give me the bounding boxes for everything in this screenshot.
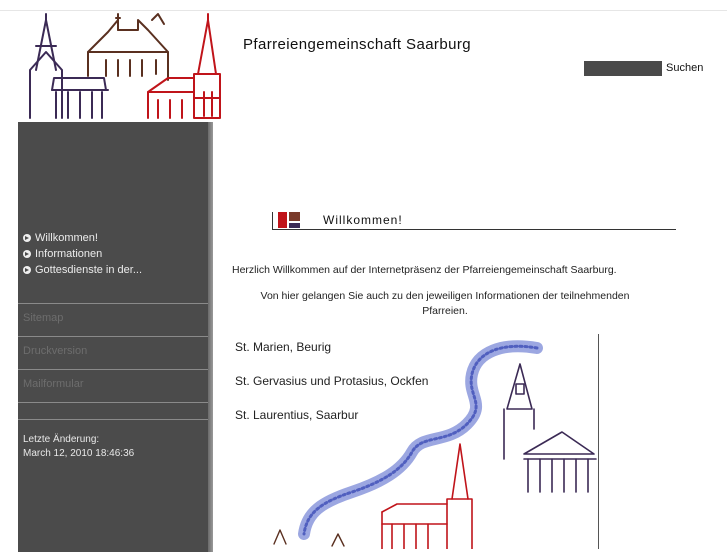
river-map-icon[interactable]	[232, 334, 612, 549]
map-divider	[598, 334, 599, 549]
search-input[interactable]	[584, 61, 662, 76]
sidebar-item-label: Informationen	[35, 248, 103, 260]
top-divider	[0, 10, 727, 11]
sidebar-divider	[18, 336, 208, 337]
parish-link-ockfen[interactable]: St. Gervasius und Protasius, Ockfen	[235, 374, 429, 388]
page-title: Willkommen!	[323, 213, 403, 227]
parish-link-saarburg[interactable]: St. Laurentius, Saarbur	[235, 408, 359, 422]
bullet-arrow-icon	[23, 234, 31, 242]
bullet-arrow-icon	[23, 266, 31, 274]
sidebar-item-gottesdienste[interactable]	[23, 264, 142, 276]
sidebar-divider	[18, 419, 208, 420]
site-title: Pfarreiengemeinschaft Saarburg	[243, 36, 471, 53]
church-logo-icon[interactable]	[18, 12, 230, 122]
sidebar-item-willkommen[interactable]	[23, 232, 98, 244]
last-change-date: March 12, 2010 18:46:36	[23, 448, 135, 459]
druckversion-link[interactable]: Druckversion	[23, 345, 88, 357]
intro-subtext: Von hier gelangen Sie auch zu den jeweiligen Informationen der teilnehmenden Pfarreien.	[260, 290, 630, 317]
mailformular-link[interactable]: Mailformular	[23, 378, 84, 390]
sidebar-divider	[18, 303, 208, 304]
search-button[interactable]: Suchen	[666, 62, 704, 74]
sidebar-item-informationen[interactable]	[23, 248, 102, 260]
sidebar-divider	[18, 402, 208, 403]
welcome-square-icon	[278, 212, 300, 228]
heading-divider	[272, 212, 273, 229]
sidebar-item-label: Gottesdienste in der...	[35, 264, 143, 276]
sidebar-shadow	[208, 122, 213, 552]
intro-text: Herzlich Willkommen auf der Internetpräsenz der Pfarreiengemeinschaft Saarburg.	[232, 264, 617, 276]
sidebar-item-label: Willkommen!	[35, 232, 98, 244]
last-change-label: Letzte Änderung:	[23, 434, 100, 445]
sidebar-divider	[18, 369, 208, 370]
parish-link-beurig[interactable]: St. Marien, Beurig	[235, 340, 332, 354]
sitemap-link[interactable]: Sitemap	[23, 312, 64, 324]
sidebar	[18, 122, 208, 552]
bullet-arrow-icon	[23, 250, 31, 258]
